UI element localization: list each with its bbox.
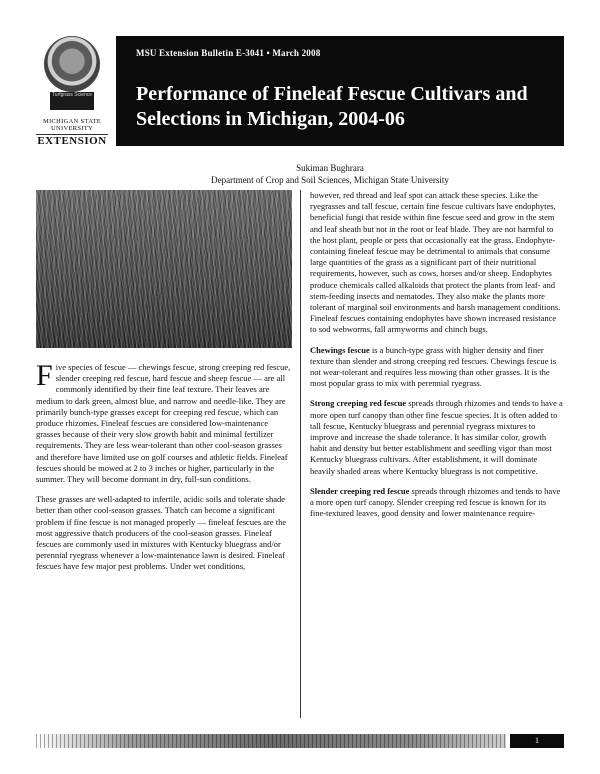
msu-extension-logo — [36, 36, 108, 146]
strong-creeping-text: spreads through rhizomes and tends to have a more open turf canopy than other fine fescue species. It is often added to tall fescue, Kentucky bluegrass and perennial ryegrass mixtures to improve and increase the shade tolerance. It has similar color, growth habit and density but better establishment and seedling vigor than most Kentucky bluegrass cultivars. After establishment, it will dominate heavily shaded areas where Kentucky bluegrass is not competitive. — [310, 398, 563, 476]
strong-creeping-heading: Strong creeping red fescue — [310, 398, 407, 409]
grass-photo — [36, 190, 292, 348]
right-column — [310, 190, 564, 528]
drop-cap: F — [36, 359, 53, 392]
title-banner — [116, 36, 564, 146]
footer-grass-strip — [36, 734, 506, 748]
habitat-paragraph: These grasses are well-adapted to infertile, acidic soils and tolerate shade better than other cool-season grasses. Thatch can become a significant problem if fine fescue is not managed properly — fineleaf fescues are the most aggressive thatch producers of the cool-season grasses. Fineleaf fescues are commonly used in mixtures with Kentucky bluegrass and/or perennial ryegrass whenever a low-maintenance lawn is desired. Fineleaf fescues have few major pest problems. Under wet conditions, — [36, 494, 287, 572]
chewings-heading: Chewings fescue — [310, 344, 370, 355]
bulletin-line: MSU Extension Bulletin E-3041 • March 2008 — [136, 48, 321, 58]
page-number: 1 — [510, 734, 564, 748]
page-title: Performance of Fineleaf Fescue Cultivars and Selections in Michigan, 2004-06 — [136, 83, 528, 130]
university-name: MICHIGAN STATE UNIVERSITY — [42, 118, 102, 132]
endophyte-paragraph: however, red thread and leaf spot can attack these species. Like the ryegrasses and tall fescue, certain fine fescue cultivars have endophytes, beneficial fungi that reside within fine fescue seed and grow in the stem and leaf sheath but not in the root or leaf blade. They are not harmful to the host plant, people or pets that occasionally eat the grass. Endophyte-containing fineleaf fescue may be detrimental to animals that consume large quantities of the grass as a significant part of their nutritional requirements, however, such as cows, horses and/or sheep. Endophytes produce chemicals called alkaloids that protect the plants from leaf- and stem-feeding insects and nematodes. They also make the plants more tolerant of marginal soil environments and harsh management conditions. Fineleaf fescues containing endophytes have shown increased resistance to sod webworms, fall armyworms and chinch bugs. — [310, 190, 561, 335]
column-divider — [300, 190, 301, 718]
chewings-paragraph — [310, 345, 564, 390]
author-name: Sukiman Bughrara — [296, 163, 364, 173]
chewings-text: is a bunch-type grass with higher density and finer texture than slender and strong creeping red fescues. Chewings fescue is not wear-tolerant and requires less mowing than other grasses. It is the most popular grass to mix with perennial ryegrass. — [310, 344, 557, 389]
left-column — [36, 359, 292, 582]
seal-label: Turfgrass Science — [50, 92, 94, 110]
intro-paragraph — [36, 359, 292, 485]
intro-text: ive species of fescue — chewings fescue, strong creeping red fescue, slender creeping red fescue, hard fescue and sheep fescue — are all commonly identified by their fine leaf texture. Their leaves are medium to dark green, almost blue, and narrow and needle-like. They are primarily bunch-type grasses except for creeping red fescue, which can produce rhizomes. Fineleaf fescues are considered low-maintenance grasses because of their very slow growth habit and minimal fertilizer requirements. They are less wear-tolerant than other cool-season grasses and therefore have limited use on golf courses and athletic fields. Fineleaf fescues should be mowed at 2 to 3 inches or higher, particularly in the summer. They will become dormant in dry, full-sun conditions. — [36, 362, 291, 485]
turfgrass-seal-icon — [44, 36, 100, 92]
author-block — [0, 162, 600, 186]
slender-creeping-text: spreads through rhizomes and tends to have a more open turf canopy. Slender creeping red fescue is known for its fine-textured leaves, good density and lower maintenance require- — [310, 485, 561, 519]
author-affiliation: Department of Crop and Soil Sciences, Michigan State University — [211, 175, 449, 185]
extension-wordmark: EXTENSION — [37, 135, 107, 147]
slender-creeping-paragraph — [310, 486, 564, 520]
slender-creeping-heading: Slender creeping red fescue — [310, 485, 410, 496]
strong-creeping-paragraph — [310, 398, 564, 476]
